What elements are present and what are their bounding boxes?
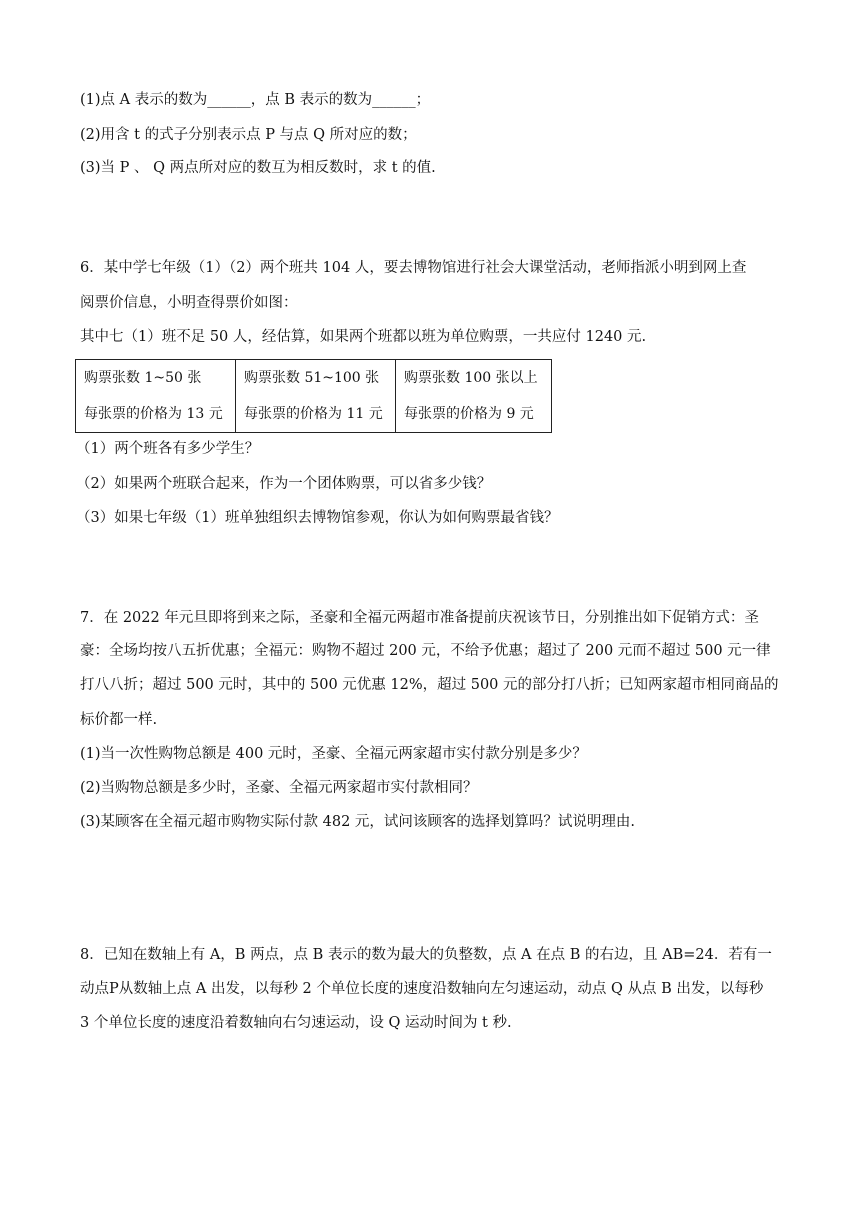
table-cell (236, 360, 396, 433)
q7-sub-2: (2)当购物总额是多少时，圣豪、全福元两家超市实付款相同？ (80, 780, 478, 796)
q6-line-1: 6．某中学七年级（1）（2）两个班共 104 人，要去博物馆进行社会大课堂活动，老师指派小明到网上查 (80, 260, 747, 276)
ticket-price-table (75, 359, 552, 433)
q6-sub-2: （2）如果两个班联合起来，作为一个团体购票，可以省多少钱？ (76, 476, 492, 492)
q5-part-3: (3)当 P 、 Q 两点所对应的数互为相反数时，求 t 的值. (80, 160, 436, 176)
q5-part-2: (2)用含 t 的式子分别表示点 P 与点 Q 所对应的数； (80, 127, 417, 143)
q6-line-2: 阅票价信息，小明查得票价如图： (80, 295, 298, 311)
q5-part-1: (1)点 A 表示的数为______，点 B 表示的数为______； (80, 92, 431, 108)
q7-sub-3: (3)某顾客在全福元超市购物实际付款 482 元，试问该顾客的选择划算吗？试说明理由. (80, 814, 636, 830)
ticket-price-1: 每张票的价格为 13 元 (84, 406, 223, 422)
table-cell (76, 360, 236, 433)
q7-line-3: 打八八折；超过 500 元时，其中的 500 元优惠 12%，超过 500 元的部分打八折；已知两家超市相同商品的 (80, 677, 779, 693)
ticket-count-1: 购票张数 1~50 张 (84, 370, 202, 386)
q8-line-1: 8．已知在数轴上有 A，B 两点，点 B 表示的数为最大的负整数，点 A 在点 B 的右边，且 AB=24．若有一 (80, 947, 772, 963)
ticket-count-2: 购票张数 51~100 张 (244, 370, 380, 386)
q7-line-2: 豪：全场均按八五折优惠；全福元：购物不超过 200 元，不给予优惠；超过了 200 元而不超过 500 元一律 (80, 643, 771, 659)
ticket-count-3: 购票张数 100 张以上 (404, 370, 538, 386)
q6-sub-3: （3）如果七年级（1）班单独组织去博物馆参观，你认为如何购票最省钱？ (76, 510, 559, 526)
q7-line-4: 标价都一样. (80, 712, 158, 728)
q7-line-1: 7．在 2022 年元旦即将到来之际，圣豪和全福元两超市准备提前庆祝该节日，分别推出如下促销方式：圣 (80, 610, 759, 626)
q8-line-2: 动点P从数轴上点 A 出发，以每秒 2 个单位长度的速度沿数轴向左匀速运动，动点 Q 从点 B 出发，以每秒 (80, 981, 764, 997)
q7-sub-1: (1)当一次性购物总额是 400 元时，圣豪、全福元两家超市实付款分别是多少？ (80, 746, 587, 762)
table-row (76, 360, 552, 433)
q6-line-3: 其中七（1）班不足 50 人，经估算，如果两个班都以班为单位购票，一共应付 1240 元. (80, 329, 647, 345)
ticket-price-3: 每张票的价格为 9 元 (404, 406, 534, 422)
q6-sub-1: （1）两个班各有多少学生？ (76, 441, 260, 457)
table-cell (396, 360, 552, 433)
q8-line-3: 3 个单位长度的速度沿着数轴向右匀速运动，设 Q 运动时间为 t 秒. (80, 1015, 512, 1031)
ticket-price-2: 每张票的价格为 11 元 (244, 406, 383, 422)
